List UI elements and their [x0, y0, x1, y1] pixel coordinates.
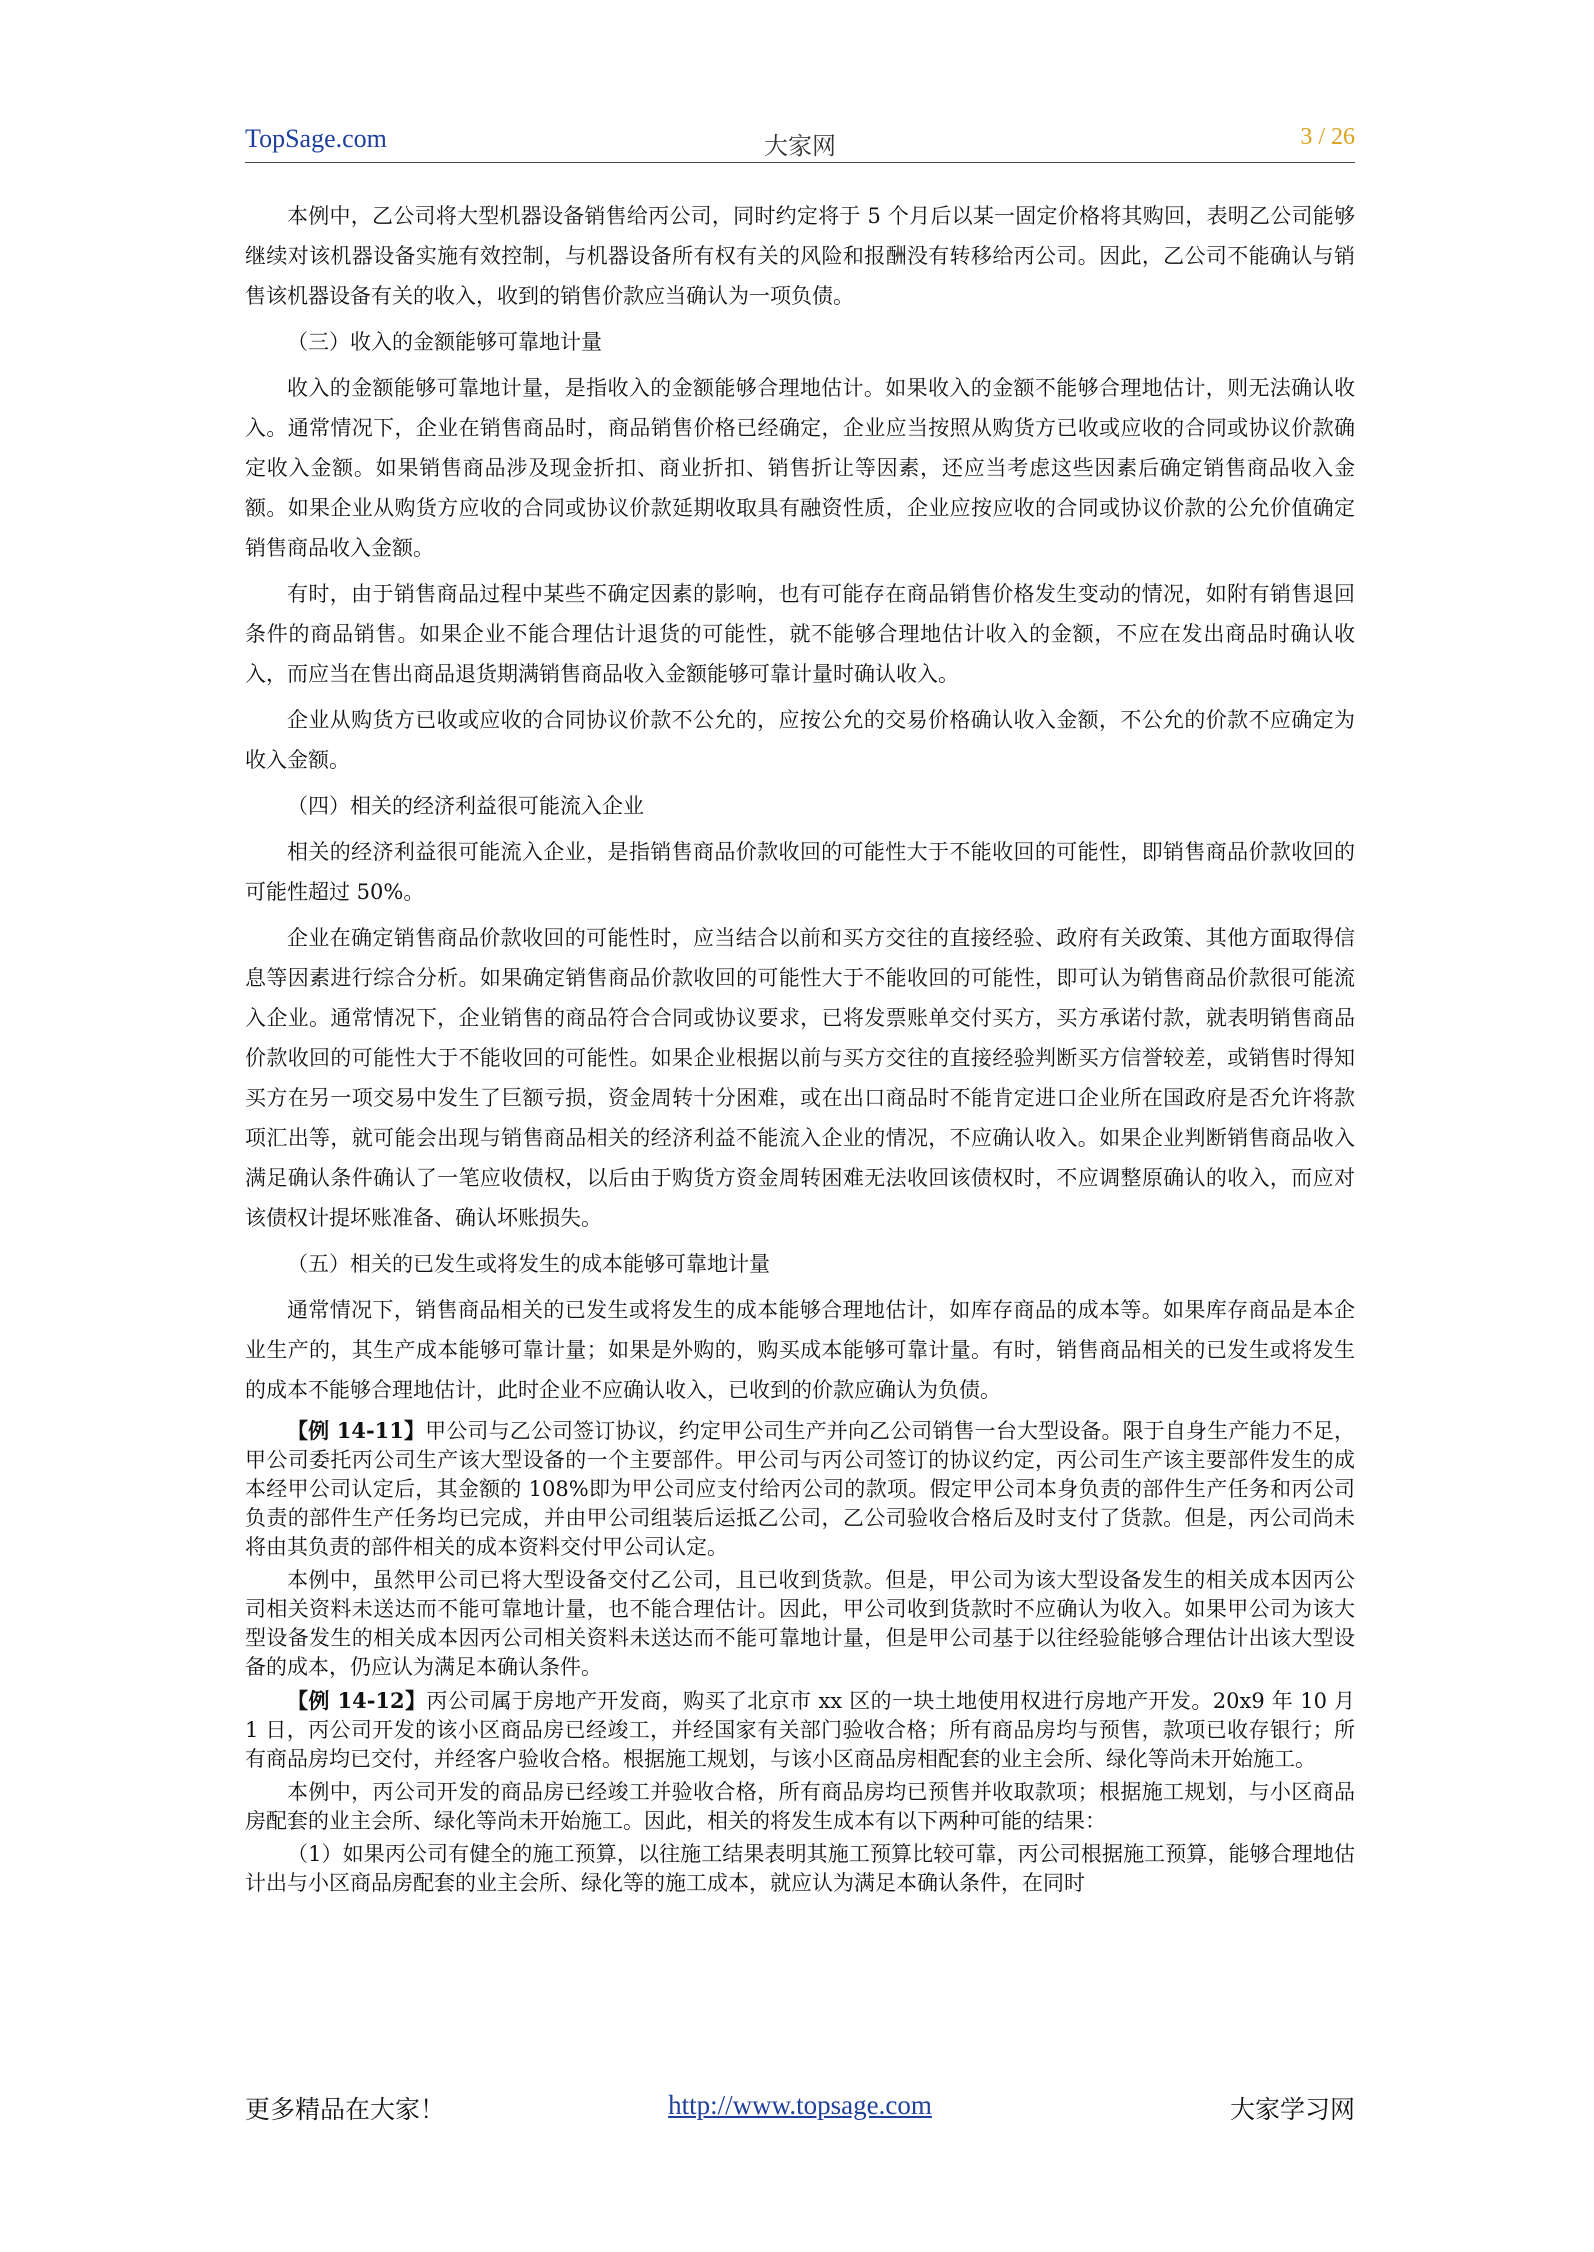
paragraph: 相关的经济利益很可能流入企业，是指销售商品价款收回的可能性大于不能收回的可能性，即销售商品价款收回的可能性超过 50%。: [245, 840, 1355, 904]
example-paragraph: [245, 1416, 1355, 1562]
section-heading: （三）收入的金额能够可靠地计量: [287, 330, 602, 354]
paragraph: 企业从购货方已收或应收的合同协议价款不公允的，应按公允的交易价格确认收入金额，不公允的价款不应确定为收入金额。: [245, 708, 1355, 772]
footer-site-name: 大家学习网: [1229, 2095, 1355, 2124]
paragraph: 收入的金额能够可靠地计量，是指收入的金额能够合理地估计。如果收入的金额不能够合理地估计，则无法确认收入。通常情况下，企业在销售商品时，商品销售价格已经确定，企业应当按照从购货方已收或应收的合同或协议价款确定收入金额。如果销售商品涉及现金折扣、商业折扣、销售折让等因素，还应当考虑这些因素后确定销售商品收入金额。如果企业从购货方应收的合同或协议价款延期收取具有融资性质，企业应按应收的合同或协议价款的公允价值确定销售商品收入金额。: [245, 376, 1355, 560]
section-heading: （五）相关的已发生或将发生的成本能够可靠地计量: [287, 1252, 770, 1276]
document-body: [245, 196, 1355, 1902]
example-label: 【例 14-11】: [287, 1418, 426, 1443]
paragraph: 通常情况下，销售商品相关的已发生或将发生的成本能够合理地估计，如库存商品的成本等。如果库存商品是本企业生产的，其生产成本能够可靠计量；如果是外购的，购买成本能够可靠计量。有时，销售商品相关的已发生或将发生的成本不能够合理地估计，此时企业不应确认收入，已收到的价款应确认为负债。: [245, 1298, 1355, 1402]
example-analysis: 本例中，虽然甲公司已将大型设备交付乙公司，且已收到货款。但是，甲公司为该大型设备发生的相关成本因丙公司相关资料未送达而不能可靠地计量，也不能合理估计。因此，甲公司收到货款时不应确认为收入。如果甲公司为该大型设备发生的相关成本因丙公司相关资料未送达而不能可靠地计量，但是甲公司基于以往经验能够合理估计出该大型设备的成本，仍应认为满足本确认条件。: [245, 1568, 1355, 1679]
paragraph: 企业在确定销售商品价款收回的可能性时，应当结合以前和买方交往的直接经验、政府有关政策、其他方面取得信息等因素进行综合分析。如果确定销售商品价款收回的可能性大于不能收回的可能性，即可认为销售商品价款很可能流入企业。通常情况下，企业销售的商品符合合同或协议要求，已将发票账单交付买方，买方承诺付款，就表明销售商品价款收回的可能性大于不能收回的可能性。如果企业根据以前与买方交往的直接经验判断买方信誉较差，或销售时得知买方在另一项交易中发生了巨额亏损，资金周转十分困难，或在出口商品时不能肯定进口企业所在国政府是否允许将款项汇出等，就可能会出现与销售商品相关的经济利益不能流入企业的情况，不应确认收入。如果企业判断销售商品收入满足确认条件确认了一笔应收债权，以后由于购货方资金周转困难无法收回该债权时，不应调整原确认的收入，而应对该债权计提坏账准备、确认坏账损失。: [245, 926, 1355, 1230]
footer-slogan: 更多精品在大家！: [245, 2095, 446, 2124]
example-text: 甲公司与乙公司签订协议，约定甲公司生产并向乙公司销售一台大型设备。限于自身生产能力不足，甲公司委托丙公司生产该大型设备的一个主要部件。甲公司与丙公司签订的协议约定，丙公司生产该主要部件发生的成本经甲公司认定后，其金额的 108%即为甲公司应支付给丙公司的款项。假定甲公司本身负责的部件生产任务和丙公司负责的部件生产任务均已完成，并由甲公司组装后运抵乙公司，乙公司验收合格后及时支付了货款。但是，丙公司尚未将由其负责的部件相关的成本资料交付甲公司认定。: [245, 1419, 1355, 1559]
paragraph: 本例中，乙公司将大型机器设备销售给丙公司，同时约定将于 5 个月后以某一固定价格将其购回，表明乙公司能够继续对该机器设备实施有效控制，与机器设备所有权有关的风险和报酬没有转移给丙公司。因此，乙公司不能确认与销售该机器设备有关的收入，收到的销售价款应当确认为一项负债。: [245, 204, 1355, 308]
example-text: 丙公司属于房地产开发商，购买了北京市 xx 区的一块土地使用权进行房地产开发。20x9 年 10 月 1 日，丙公司开发的该小区商品房已经竣工，并经国家有关部门验收合格；所有商品房均与预售，款项已收存银行；所有商品房均已交付，并经客户验收合格。根据施工规划，与该小区商品房相配套的业主会所、绿化等尚未开始施工。: [245, 1689, 1355, 1771]
section-heading: （四）相关的经济利益很可能流入企业: [287, 794, 644, 818]
example-14-12: [245, 1686, 1355, 1898]
header-title: 大家网: [764, 132, 836, 160]
example-label: 【例 14-12】: [287, 1688, 427, 1713]
paragraph: 有时，由于销售商品过程中某些不确定因素的影响，也有可能存在商品销售价格发生变动的情况，如附有销售退回条件的商品销售。如果企业不能合理估计退货的可能性，就不能够合理地估计收入的金额，不应在发出商品时确认收入，而应当在售出商品退货期满销售商品收入金额能够可靠计量时确认收入。: [245, 582, 1355, 686]
footer-link[interactable]: http://www.topsage.com: [668, 2090, 932, 2120]
page-number: 3 / 26: [1300, 124, 1355, 150]
example-item: （1）如果丙公司有健全的施工预算，以往施工结果表明其施工预算比较可靠，丙公司根据施工预算，能够合理地估计出与小区商品房配套的业主会所、绿化等的施工成本，就应认为满足本确认条件，在同时: [245, 1842, 1355, 1895]
page-footer: [245, 2090, 1355, 2130]
example-14-11: [245, 1416, 1355, 1682]
page-header: [245, 122, 1355, 163]
site-name[interactable]: TopSage.com: [245, 124, 387, 153]
example-analysis: 本例中，丙公司开发的商品房已经竣工并验收合格，所有商品房均已预售并收取款项；根据施工规划，与小区商品房配套的业主会所、绿化等尚未开始施工。因此，相关的将发生成本有以下两种可能的结果：: [245, 1780, 1355, 1833]
example-paragraph: [245, 1686, 1355, 1774]
